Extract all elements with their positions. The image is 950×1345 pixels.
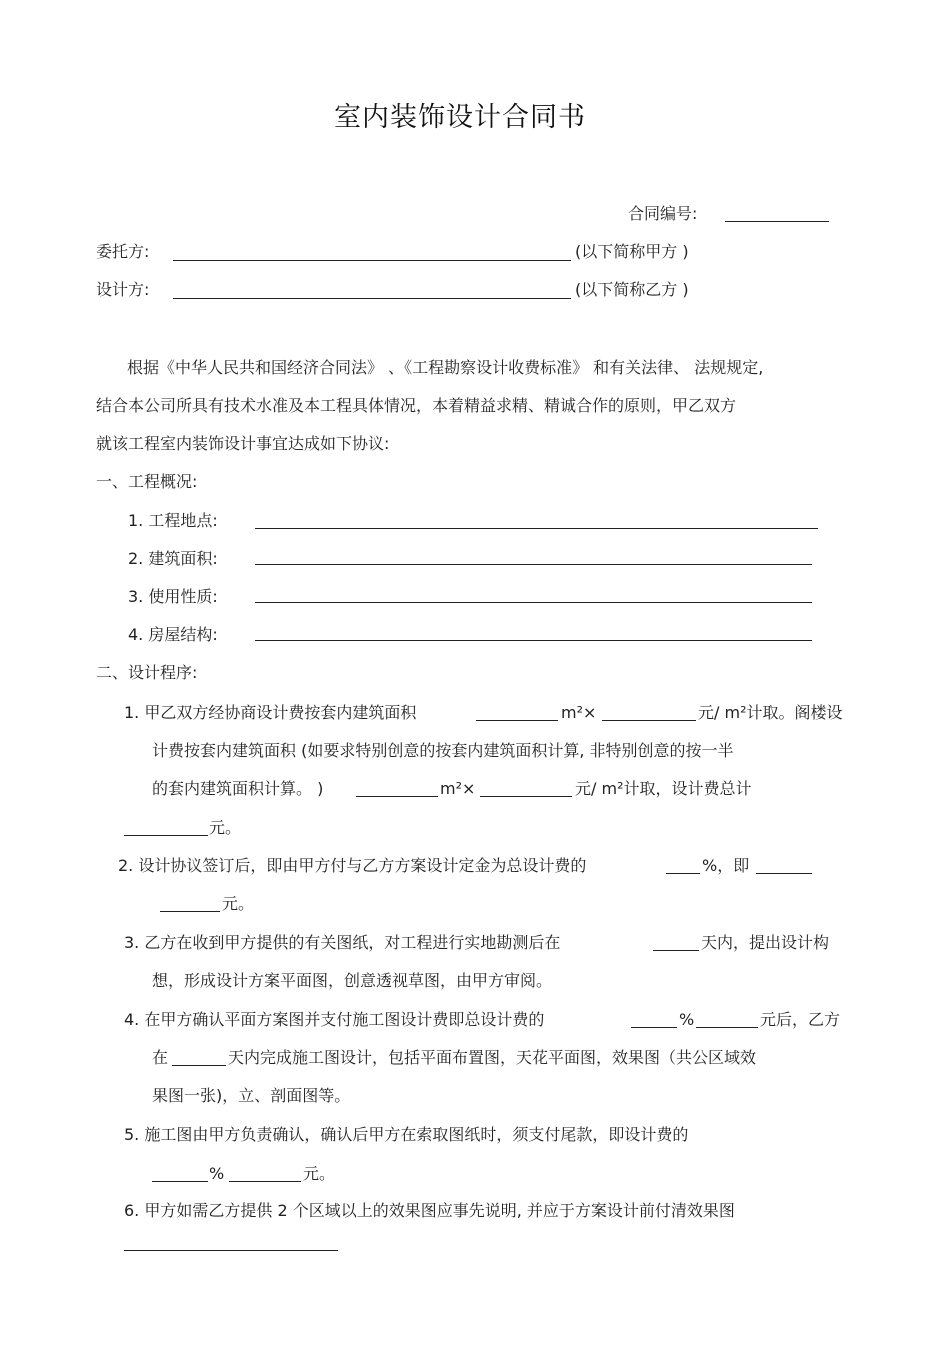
construction-text: 4. 在甲方确认平面方案图并支付施工图设计费即总设计费的 [124, 1010, 545, 1029]
construction-text: 果图一张)，立、剖面图等。 [152, 1086, 351, 1105]
survey-text: 3. 乙方在收到甲方提供的有关图纸，对工程进行实地勘测后在 [124, 933, 561, 952]
designer-blank[interactable] [173, 298, 571, 299]
balance-text: 5. 施工图由甲方负责确认，确认后甲方在索取图纸时，须支付尾款，即设计费的 [124, 1125, 689, 1144]
deposit-text: %，即 [702, 856, 750, 875]
designer-label: 设计方: [96, 280, 150, 299]
construction-text: 在 [152, 1048, 169, 1067]
construction-text: 元后，乙方 [760, 1010, 841, 1029]
fee-price-blank[interactable] [602, 720, 696, 721]
construction-text: 天内完成施工图设计，包括平面布置图，天花平面图，效果图（共公区域效 [228, 1048, 757, 1067]
balance-text: 元。 [303, 1164, 336, 1183]
client-blank[interactable] [173, 260, 571, 261]
attic-price-blank[interactable] [480, 796, 572, 797]
deposit-amount-blank[interactable] [756, 873, 812, 874]
usage-blank[interactable] [255, 602, 812, 603]
page-title: 室内装饰设计合同书 [334, 102, 586, 133]
fee-total-blank[interactable] [124, 835, 208, 836]
structure-blank[interactable] [255, 640, 812, 641]
fee-text: 计费按套内建筑面积 (如要求特别创意的按套内建筑面积计算, 非特别创意的按一半 [152, 741, 734, 760]
intro-line: 根据《中华人民共和国经济合同法》 、《工程勘察设计收费标准》 和有关法律、 法规规定, [127, 358, 764, 377]
section1-item: 4. 房屋结构: [128, 625, 218, 644]
deposit-text: 2. 设计协议签订后，即由甲方付与乙方方案设计定金为总设计费的 [118, 856, 587, 875]
construction-text: % [679, 1010, 695, 1029]
rendering-text: 6. 甲方如需乙方提供 2 个区域以上的效果图应事先说明, 并应于方案设计前付清效果图 [124, 1201, 735, 1220]
fee-text: 元/ m²计取，设计费总计 [575, 779, 752, 798]
survey-text: 天内，提出设计构 [701, 933, 830, 952]
survey-days-blank[interactable] [653, 950, 699, 951]
survey-text: 想，形成设计方案平面图，创意透视草图，由甲方审阅。 [152, 971, 553, 990]
section2-heading: 二、设计程序: [96, 663, 198, 682]
area-blank[interactable] [255, 564, 812, 565]
balance-percent-blank[interactable] [152, 1181, 208, 1182]
attic-area-blank[interactable] [356, 796, 438, 797]
section1-item: 2. 建筑面积: [128, 549, 218, 568]
deposit-percent-blank[interactable] [666, 873, 700, 874]
balance-amount-blank[interactable] [229, 1181, 301, 1182]
section1-heading: 一、工程概况: [96, 472, 198, 491]
construction-amount-blank[interactable] [696, 1027, 758, 1028]
deposit-text: 元。 [222, 894, 255, 913]
section1-item: 1. 工程地点: [128, 511, 218, 530]
client-label: 委托方: [96, 242, 150, 261]
fee-area-blank[interactable] [476, 720, 558, 721]
deposit-amount-blank-2[interactable] [160, 911, 220, 912]
fee-text: 的套内建筑面积计算。 ) [152, 779, 324, 798]
contract-no-label: 合同编号: [628, 204, 698, 223]
designer-suffix: (以下简称乙方 ) [575, 280, 689, 299]
intro-line: 就该工程室内装饰设计事宜达成如下协议: [96, 434, 390, 453]
rendering-fee-blank[interactable] [124, 1250, 338, 1251]
location-blank[interactable] [255, 528, 818, 529]
fee-unit: m²× [561, 703, 597, 722]
fee-unit: m²× [440, 779, 476, 798]
construction-days-blank[interactable] [172, 1065, 226, 1066]
fee-text: 元/ m²计取。阁楼设 [698, 703, 843, 722]
balance-text: % [209, 1164, 225, 1183]
fee-text: 1. 甲乙双方经协商设计费按套内建筑面积 [124, 703, 417, 722]
client-suffix: (以下简称甲方 ) [575, 242, 689, 261]
intro-line: 结合本公司所具有技术水准及本工程具体情况，本着精益求精、精诚合作的原则，甲乙双方 [96, 396, 737, 415]
fee-text: 元。 [209, 818, 242, 837]
contract-no-blank[interactable] [725, 221, 829, 222]
section1-item: 3. 使用性质: [128, 587, 218, 606]
construction-percent-blank[interactable] [631, 1027, 677, 1028]
